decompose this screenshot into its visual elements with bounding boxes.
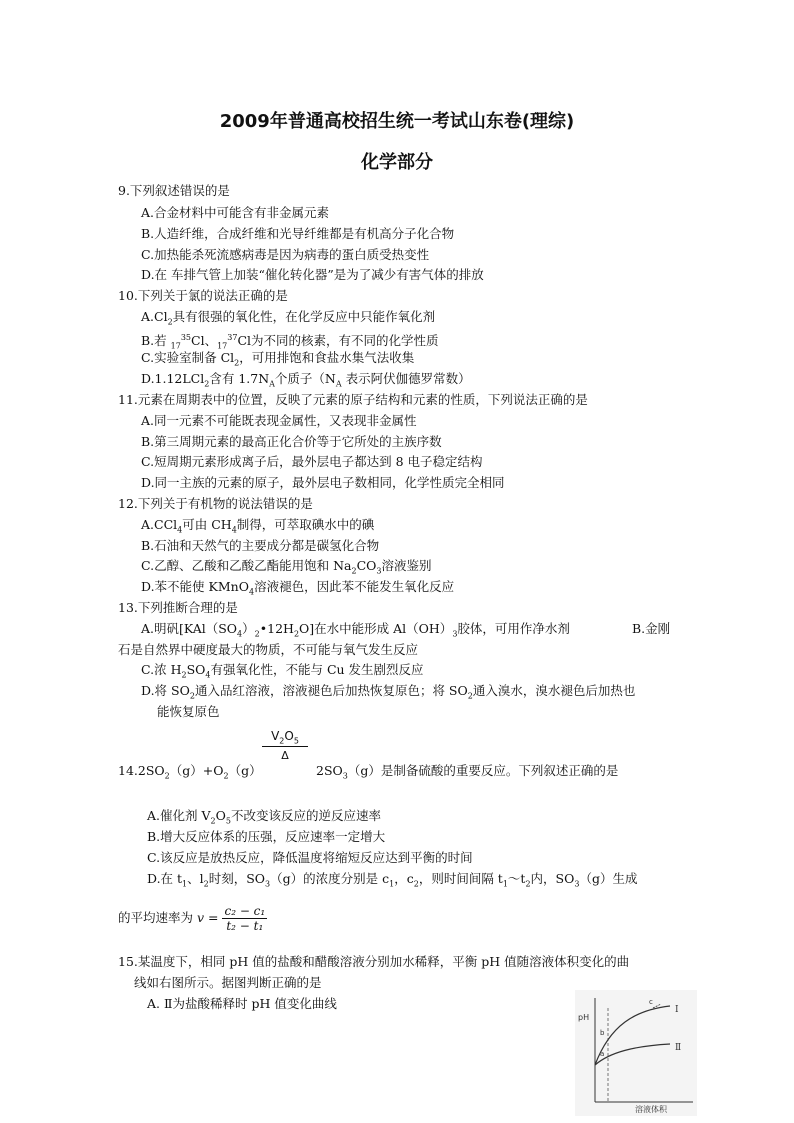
q9-option-b: B.人造纤维，合成纤维和光导纤维都是有机高分子化合物 xyxy=(141,226,455,241)
point-b-label: b xyxy=(600,1029,605,1037)
q9-option-d: D.在 车排气管上加装“催化转化器”是为了减少有害气体的排放 xyxy=(141,267,484,282)
q14-rate-formula: 的平均速率为 v = $\frac{\text{c₂ − c₁}}{\text{t₂ − t₁}}$ xyxy=(118,904,266,933)
page-title: 2009年普通高校招生统一考试山东卷(理综) xyxy=(219,111,575,132)
q11-option-d: D.同一主族的元素的原子，最外层电子数相同，化学性质完全相同 xyxy=(141,475,505,490)
q13-option-d: D.将 $SO_2$通入品红溶液，溶液褪色后加热恢复原色；将 $SO_2$通入溴水，溴水褪色后加热也 xyxy=(141,683,636,701)
velocity-symbol: v xyxy=(196,910,205,925)
reaction-arrow-line xyxy=(262,746,308,747)
rate-denominator: t₂ − t₁ xyxy=(226,919,264,933)
curve-2-label: Ⅱ xyxy=(675,1043,682,1053)
q9-option-a: A.合金材料中可能含有非金属元素 xyxy=(141,205,330,220)
q10-option-c: C.实验室制备 $Cl_2$，可用排饱和食盐水集气法收集 xyxy=(141,350,415,368)
q13-option-c: C.浓 $H_2SO_4$有强氧化性，不能与 Cu 发生剧烈反应 xyxy=(141,662,424,680)
q13-option-a: A.明矾$[KAl(SO_4)_2•12H_2O]$在水中能形成 $Al(OH)_3$胶体，可用作净水剂 xyxy=(141,621,570,639)
q15-option-a: A. Ⅱ为盐酸稀释时 pH 值变化曲线 xyxy=(147,996,337,1011)
q15-stem-cont: 线如右图所示。据图判断正确的是 xyxy=(134,975,322,990)
q10-stem: 10.下列关于氯的说法正确的是 xyxy=(118,288,288,303)
q9-stem: 9.下列叙述错误的是 xyxy=(118,183,230,198)
q11-stem: 11.元素在周期表中的位置，反映了元素的原子结构和元素的性质，下列说法正确的是 xyxy=(118,392,588,407)
q14-option-c: C.该反应是放热反应，降低温度将缩短反应达到平衡的时间 xyxy=(147,850,473,865)
catalyst-label: $V_2O_5$ xyxy=(271,729,299,746)
ph-dilution-graph xyxy=(575,990,697,1116)
q14-option-b: B.增大反应体系的压强，反应速率一定增大 xyxy=(147,829,386,844)
q15-stem: 15.某温度下，相同 pH 值的盐酸和醋酸溶液分别加水稀释，平衡 pH 值随溶液体积变化的曲 xyxy=(118,954,630,969)
x-axis-label: 溶液体积 xyxy=(635,1105,667,1114)
q12-stem: 12.下列关于有机物的说法错误的是 xyxy=(118,496,313,511)
q12-option-a: A.CCl$_4$可由 $CH_4$制得，可萃取碘水中的碘 xyxy=(141,517,375,535)
q13-option-d-cont: 能恢复原色 xyxy=(157,704,220,719)
rate-numerator: c₂ − c₁ xyxy=(224,904,266,918)
heat-symbol: Δ xyxy=(281,749,289,763)
q11-option-c: C.短周期元素形成离子后，最外层电子都达到 8 电子稳定结构 xyxy=(141,454,483,469)
q11-option-a: A.同一元素不可能既表现金属性，又表现非金属性 xyxy=(141,413,417,428)
q10-option-d: D.1.12LCl$_2$含有 $1.7N_A$个质子（$N_A$ 表示阿伏伽德罗常数） xyxy=(141,371,471,389)
catalyst-arrow xyxy=(262,729,308,762)
q14-option-a: A.催化剂 $V_2O_5$不改变该反应的逆反应速率 xyxy=(147,808,381,826)
graph-background xyxy=(575,990,697,1116)
q14-option-d: D.在 $t_1$、$l_2$时刻，$SO_3(g)$的浓度分别是 $c_1$，$c_2$，则时间间隔 $t_1\sim t_2$内，$SO_3(g)$生成 xyxy=(147,871,638,889)
point-c-label: c xyxy=(649,998,653,1006)
q9-option-c: C.加热能杀死流感病毒是因为病毒的蛋白质受热变性 xyxy=(141,247,430,262)
curve-1-label: Ⅰ xyxy=(675,1005,679,1015)
point-a-label: a xyxy=(600,1050,605,1058)
q10-option-b: B.若 $_{17}^{35}$Cl、$_{17}^{37}$Cl为不同的核素，有不同的化学性质 xyxy=(141,333,439,351)
q12-option-c: C.乙醇、乙酸和乙酸乙酯能用饱和 $Na_2CO_3$溶液鉴别 xyxy=(141,558,432,576)
q13-stem: 13.下列推断合理的是 xyxy=(118,600,238,615)
q11-option-b: B.第三周期元素的最高正化合价等于它所处的主族序数 xyxy=(141,434,442,449)
q14-stem: $14.2SO_2(g)+O_2(g)$ xyxy=(118,763,262,781)
q14-stem-cont: $2SO_3(g)$是制备硫酸的重要反应。下列叙述正确的是 xyxy=(316,763,619,781)
q12-option-d: D.苯不能使 KMnO$_4$溶液褪色，因此苯不能发生氧化反应 xyxy=(141,579,455,597)
page-subtitle: 化学部分 xyxy=(361,152,433,173)
q12-option-b: B.石油和天然气的主要成分都是碳氢化合物 xyxy=(141,538,380,553)
q13-option-b-start: B.金刚 xyxy=(632,621,671,636)
y-axis-label: pH xyxy=(578,1013,590,1022)
q13-option-b-cont: 石是自然界中硬度最大的物质，不可能与氧气发生反应 xyxy=(118,642,419,657)
q10-option-a: $A.Cl_2$具有很强的氧化性，在化学反应中只能作氧化剂 xyxy=(141,309,436,327)
rate-fraction xyxy=(222,904,267,933)
